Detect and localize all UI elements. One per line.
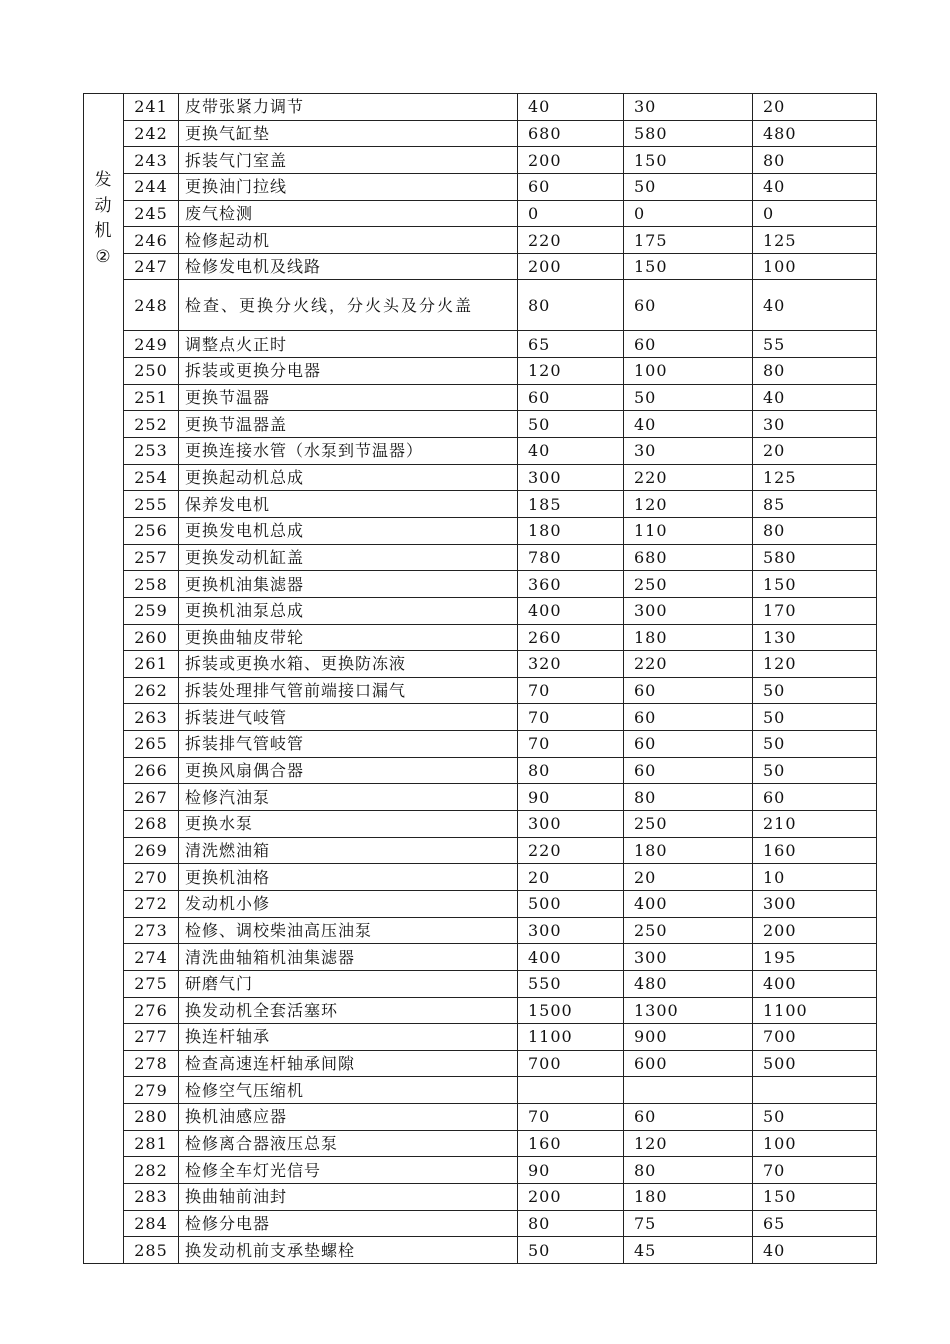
row-number: 278: [124, 1050, 179, 1077]
row-number: 251: [124, 384, 179, 411]
price-tier-3: 1100: [753, 997, 877, 1024]
price-tier-2: 120: [624, 491, 753, 518]
repair-item: 更换油门拉线: [179, 173, 518, 200]
price-tier-2: 900: [624, 1024, 753, 1051]
price-tier-2: 50: [624, 173, 753, 200]
table-row: [84, 677, 877, 704]
row-number: 269: [124, 837, 179, 864]
group-label-cell: [84, 94, 124, 1264]
price-tier-1: 320: [518, 651, 624, 678]
price-tier-3: 210: [753, 811, 877, 838]
table-row: [84, 464, 877, 491]
price-tier-3: 50: [753, 704, 877, 731]
repair-item: 更换机油泵总成: [179, 597, 518, 624]
price-tier-2: 480: [624, 970, 753, 997]
price-tier-1: 90: [518, 1157, 624, 1184]
repair-item: 换发动机前支承垫螺栓: [179, 1237, 518, 1264]
row-number: 279: [124, 1077, 179, 1104]
price-tier-2: 60: [624, 757, 753, 784]
price-tier-2: 250: [624, 811, 753, 838]
price-tier-2: 250: [624, 571, 753, 598]
price-tier-1: 70: [518, 704, 624, 731]
table-row: [84, 1077, 877, 1104]
price-tier-3: 70: [753, 1157, 877, 1184]
price-tier-2: 60: [624, 280, 753, 331]
table-row: [84, 784, 877, 811]
group-label-char: 机: [94, 221, 113, 242]
repair-item: 保养发电机: [179, 491, 518, 518]
repair-item: 拆装处理排气管前端接口漏气: [179, 677, 518, 704]
row-number: 254: [124, 464, 179, 491]
table-row: [84, 890, 877, 917]
price-tier-1: 0: [518, 200, 624, 227]
repair-item: 拆装或更换水箱、更换防冻液: [179, 651, 518, 678]
row-number: 283: [124, 1183, 179, 1210]
row-number: 246: [124, 227, 179, 254]
price-tier-2: 250: [624, 917, 753, 944]
repair-item: 拆装排气管岐管: [179, 731, 518, 758]
table-row: [84, 411, 877, 438]
price-tier-1: 120: [518, 358, 624, 385]
price-tier-3: 60: [753, 784, 877, 811]
table-row: [84, 491, 877, 518]
table-row: [84, 120, 877, 147]
row-number: 245: [124, 200, 179, 227]
row-number: 260: [124, 624, 179, 651]
price-tier-2: 75: [624, 1210, 753, 1237]
repair-item: 换发动机全套活塞环: [179, 997, 518, 1024]
repair-item: 检查高速连杆轴承间隙: [179, 1050, 518, 1077]
price-tier-3: 40: [753, 1237, 877, 1264]
price-tier-1: 200: [518, 147, 624, 174]
price-tier-2: 400: [624, 890, 753, 917]
price-tier-1: 300: [518, 464, 624, 491]
price-tier-3: 50: [753, 677, 877, 704]
price-tier-3: [753, 1077, 877, 1104]
price-tier-2: 40: [624, 411, 753, 438]
table-row: [84, 864, 877, 891]
row-number: 253: [124, 438, 179, 465]
table-row: [84, 704, 877, 731]
price-tier-2: 80: [624, 1157, 753, 1184]
table-row: [84, 651, 877, 678]
price-tier-2: 600: [624, 1050, 753, 1077]
row-number: 273: [124, 917, 179, 944]
price-tier-2: 180: [624, 837, 753, 864]
price-tier-3: 80: [753, 358, 877, 385]
price-tier-1: 40: [518, 438, 624, 465]
price-tier-1: 80: [518, 280, 624, 331]
repair-item: 检修全车灯光信号: [179, 1157, 518, 1184]
price-tier-1: 1100: [518, 1024, 624, 1051]
repair-item: 废气检测: [179, 200, 518, 227]
price-tier-2: 30: [624, 94, 753, 121]
row-number: 270: [124, 864, 179, 891]
row-number: 285: [124, 1237, 179, 1264]
price-tier-1: 680: [518, 120, 624, 147]
repair-item: 检修空气压缩机: [179, 1077, 518, 1104]
price-tier-2: 60: [624, 331, 753, 358]
repair-item: 检修分电器: [179, 1210, 518, 1237]
repair-item: 更换水泵: [179, 811, 518, 838]
price-tier-2: 60: [624, 677, 753, 704]
repair-item: 换曲轴前油封: [179, 1183, 518, 1210]
price-tier-3: 30: [753, 411, 877, 438]
table-row: [84, 624, 877, 651]
row-number: 272: [124, 890, 179, 917]
row-number: 242: [124, 120, 179, 147]
price-tier-1: 1500: [518, 997, 624, 1024]
price-tier-1: 70: [518, 1104, 624, 1131]
price-tier-3: 40: [753, 173, 877, 200]
price-tier-3: 700: [753, 1024, 877, 1051]
repair-item: 更换发电机总成: [179, 517, 518, 544]
price-tier-3: 85: [753, 491, 877, 518]
row-number: 258: [124, 571, 179, 598]
price-tier-2: 110: [624, 517, 753, 544]
price-tier-3: 170: [753, 597, 877, 624]
price-tier-1: [518, 1077, 624, 1104]
repair-item: 换连杆轴承: [179, 1024, 518, 1051]
table-row: [84, 757, 877, 784]
table-row: [84, 970, 877, 997]
table-row: [84, 811, 877, 838]
price-tier-2: 0: [624, 200, 753, 227]
repair-item: 更换机油集滤器: [179, 571, 518, 598]
repair-item: 检修起动机: [179, 227, 518, 254]
price-tier-2: 180: [624, 624, 753, 651]
price-tier-2: 50: [624, 384, 753, 411]
price-tier-2: 30: [624, 438, 753, 465]
row-number: 266: [124, 757, 179, 784]
price-tier-3: 50: [753, 757, 877, 784]
price-tier-3: 40: [753, 280, 877, 331]
price-tier-1: 400: [518, 944, 624, 971]
price-tier-1: 70: [518, 677, 624, 704]
row-number: 281: [124, 1130, 179, 1157]
price-tier-1: 50: [518, 411, 624, 438]
repair-item: 更换节温器盖: [179, 411, 518, 438]
row-number: 275: [124, 970, 179, 997]
repair-price-table: [83, 93, 877, 1264]
row-number: 243: [124, 147, 179, 174]
repair-item: 研磨气门: [179, 970, 518, 997]
table-row: [84, 173, 877, 200]
price-tier-3: 125: [753, 464, 877, 491]
price-tier-1: 700: [518, 1050, 624, 1077]
price-tier-3: 120: [753, 651, 877, 678]
repair-item: 检修发电机及线路: [179, 253, 518, 280]
price-tier-3: 55: [753, 331, 877, 358]
table-row: [84, 1104, 877, 1131]
price-tier-3: 195: [753, 944, 877, 971]
price-tier-2: 150: [624, 253, 753, 280]
price-tier-1: 80: [518, 1210, 624, 1237]
table-row: [84, 544, 877, 571]
price-tier-2: 175: [624, 227, 753, 254]
price-tier-1: 65: [518, 331, 624, 358]
row-number: 267: [124, 784, 179, 811]
price-tier-3: 125: [753, 227, 877, 254]
price-tier-3: 40: [753, 384, 877, 411]
price-tier-1: 220: [518, 837, 624, 864]
repair-item: 换机油感应器: [179, 1104, 518, 1131]
price-tier-2: 80: [624, 784, 753, 811]
table-row: [84, 94, 877, 121]
price-tier-3: 580: [753, 544, 877, 571]
price-tier-1: 50: [518, 1237, 624, 1264]
price-tier-3: 480: [753, 120, 877, 147]
price-tier-3: 10: [753, 864, 877, 891]
price-tier-1: 360: [518, 571, 624, 598]
row-number: 257: [124, 544, 179, 571]
row-number: 284: [124, 1210, 179, 1237]
repair-item: 更换发动机缸盖: [179, 544, 518, 571]
row-number: 280: [124, 1104, 179, 1131]
repair-item: 皮带张紧力调节: [179, 94, 518, 121]
price-tier-3: 130: [753, 624, 877, 651]
row-number: 277: [124, 1024, 179, 1051]
table-row: [84, 917, 877, 944]
repair-item: 更换机油格: [179, 864, 518, 891]
table-row: [84, 438, 877, 465]
price-tier-1: 300: [518, 917, 624, 944]
price-tier-1: 40: [518, 94, 624, 121]
price-tier-3: 150: [753, 571, 877, 598]
repair-item: 发动机小修: [179, 890, 518, 917]
table-body: [84, 94, 877, 1264]
price-tier-2: 300: [624, 944, 753, 971]
price-tier-1: 180: [518, 517, 624, 544]
price-tier-3: 500: [753, 1050, 877, 1077]
price-tier-3: 400: [753, 970, 877, 997]
price-tier-2: 20: [624, 864, 753, 891]
table-row: [84, 280, 877, 331]
table-row: [84, 1210, 877, 1237]
table-row: [84, 358, 877, 385]
price-tier-2: 45: [624, 1237, 753, 1264]
row-number: 241: [124, 94, 179, 121]
repair-item: 更换曲轴皮带轮: [179, 624, 518, 651]
price-tier-3: 20: [753, 94, 877, 121]
price-tier-2: 220: [624, 651, 753, 678]
row-number: 256: [124, 517, 179, 544]
row-number: 263: [124, 704, 179, 731]
table-row: [84, 1130, 877, 1157]
repair-item: 检查、更换分火线，分火头及分火盖: [179, 280, 518, 331]
repair-item: 检修汽油泵: [179, 784, 518, 811]
price-tier-1: 90: [518, 784, 624, 811]
row-number: 252: [124, 411, 179, 438]
row-number: 249: [124, 331, 179, 358]
row-number: 259: [124, 597, 179, 624]
row-number: 261: [124, 651, 179, 678]
table-row: [84, 1237, 877, 1264]
price-tier-1: 200: [518, 253, 624, 280]
price-tier-2: 580: [624, 120, 753, 147]
row-number: 274: [124, 944, 179, 971]
row-number: 250: [124, 358, 179, 385]
price-tier-3: 80: [753, 147, 877, 174]
price-tier-1: 220: [518, 227, 624, 254]
repair-item: 清洗燃油箱: [179, 837, 518, 864]
row-number: 276: [124, 997, 179, 1024]
table-row: [84, 147, 877, 174]
price-tier-1: 300: [518, 811, 624, 838]
table-row: [84, 731, 877, 758]
price-tier-3: 300: [753, 890, 877, 917]
price-tier-2: 180: [624, 1183, 753, 1210]
price-tier-1: 185: [518, 491, 624, 518]
price-tier-2: 60: [624, 1104, 753, 1131]
price-tier-3: 50: [753, 731, 877, 758]
price-tier-3: 20: [753, 438, 877, 465]
row-number: 248: [124, 280, 179, 331]
table-row: [84, 1024, 877, 1051]
price-tier-2: [624, 1077, 753, 1104]
repair-item: 更换气缸垫: [179, 120, 518, 147]
group-label-char: 发: [94, 170, 113, 190]
price-tier-2: 100: [624, 358, 753, 385]
price-tier-1: 260: [518, 624, 624, 651]
repair-item: 清洗曲轴箱机油集滤器: [179, 944, 518, 971]
table-row: [84, 253, 877, 280]
repair-item: 调整点火正时: [179, 331, 518, 358]
row-number: 255: [124, 491, 179, 518]
price-tier-3: 65: [753, 1210, 877, 1237]
price-tier-3: 80: [753, 517, 877, 544]
price-tier-2: 60: [624, 731, 753, 758]
price-tier-3: 160: [753, 837, 877, 864]
price-tier-2: 150: [624, 147, 753, 174]
table-row: [84, 227, 877, 254]
table-row: [84, 1050, 877, 1077]
row-number: 247: [124, 253, 179, 280]
table-row: [84, 517, 877, 544]
price-tier-2: 120: [624, 1130, 753, 1157]
table-row: [84, 571, 877, 598]
price-tier-3: 200: [753, 917, 877, 944]
repair-item: 更换起动机总成: [179, 464, 518, 491]
price-tier-1: 500: [518, 890, 624, 917]
table-row: [84, 837, 877, 864]
table-row: [84, 597, 877, 624]
row-number: 265: [124, 731, 179, 758]
price-tier-3: 50: [753, 1104, 877, 1131]
row-number: 262: [124, 677, 179, 704]
repair-item: 更换连接水管（水泵到节温器）: [179, 438, 518, 465]
price-tier-1: 80: [518, 757, 624, 784]
price-tier-2: 60: [624, 704, 753, 731]
price-tier-1: 60: [518, 384, 624, 411]
price-tier-3: 150: [753, 1183, 877, 1210]
row-number: 268: [124, 811, 179, 838]
price-tier-2: 220: [624, 464, 753, 491]
price-tier-1: 160: [518, 1130, 624, 1157]
price-tier-1: 400: [518, 597, 624, 624]
table-row: [84, 944, 877, 971]
table-row: [84, 200, 877, 227]
price-tier-2: 300: [624, 597, 753, 624]
repair-item: 拆装进气岐管: [179, 704, 518, 731]
price-tier-1: 550: [518, 970, 624, 997]
repair-item: 检修、调校柴油高压油泵: [179, 917, 518, 944]
group-label-char: 动: [94, 195, 113, 216]
price-tier-1: 60: [518, 173, 624, 200]
repair-item: 更换风扇偶合器: [179, 757, 518, 784]
row-number: 244: [124, 173, 179, 200]
price-tier-2: 680: [624, 544, 753, 571]
price-tier-1: 20: [518, 864, 624, 891]
table-row: [84, 1183, 877, 1210]
price-tier-2: 1300: [624, 997, 753, 1024]
repair-item: 检修离合器液压总泵: [179, 1130, 518, 1157]
price-tier-3: 100: [753, 253, 877, 280]
repair-item: 拆装或更换分电器: [179, 358, 518, 385]
group-label-char: ②: [95, 246, 112, 267]
price-tier-3: 0: [753, 200, 877, 227]
table-row: [84, 997, 877, 1024]
repair-item: 更换节温器: [179, 384, 518, 411]
price-tier-1: 200: [518, 1183, 624, 1210]
table-row: [84, 331, 877, 358]
price-tier-3: 100: [753, 1130, 877, 1157]
price-tier-1: 780: [518, 544, 624, 571]
table-row: [84, 384, 877, 411]
price-tier-1: 70: [518, 731, 624, 758]
repair-item: 拆装气门室盖: [179, 147, 518, 174]
row-number: 282: [124, 1157, 179, 1184]
table-row: [84, 1157, 877, 1184]
